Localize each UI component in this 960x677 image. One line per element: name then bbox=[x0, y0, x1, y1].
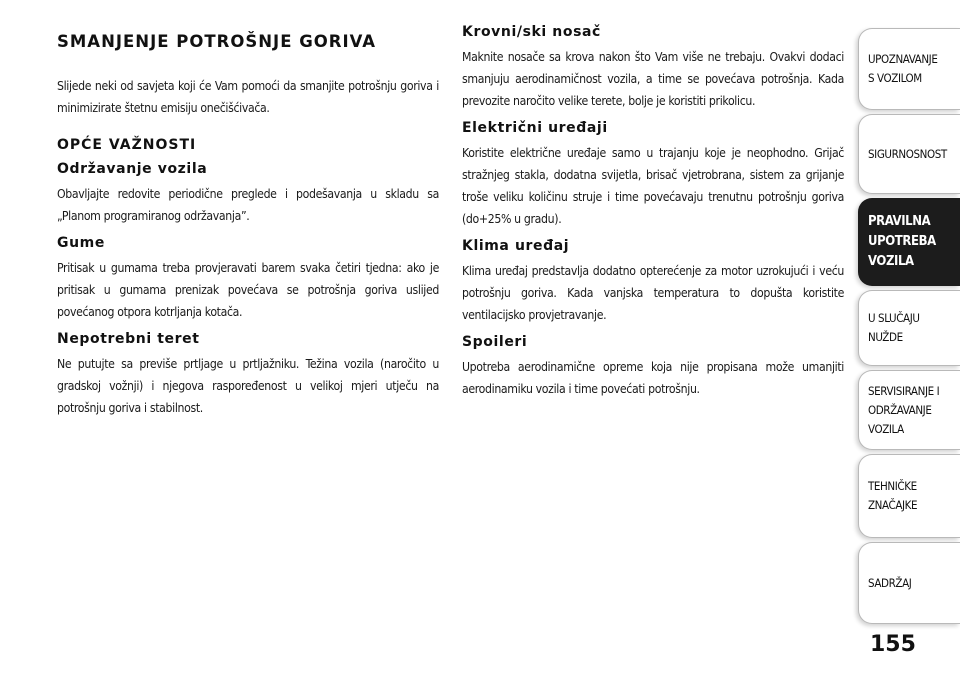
subheading: Spoileri bbox=[462, 334, 528, 350]
tab-upoznavanje[interactable] bbox=[858, 28, 960, 110]
left-item-maintenance bbox=[57, 161, 439, 227]
paragraph: Ne putujte sa previše prtljage u prtljažniku. Težina vozila (naročito u gradskoj vožnji) i njegova raspoređenost u velikoj mjeri utječu na potrošnju goriva i stabilnost. bbox=[57, 357, 439, 415]
paragraph: Klima uređaj predstavlja dodatno opterećenje za motor uzrokujući i veću potrošnju goriva. Kada vanjska temperatura to dopušta koristite ventilacijsko provjetravanje. bbox=[462, 264, 844, 322]
section-heading: OPĆE VAŽNOSTI bbox=[57, 137, 197, 153]
right-item-electrical bbox=[462, 120, 844, 230]
left-column bbox=[57, 24, 439, 427]
tab-label: U SLUČAJU NUŽDE bbox=[868, 311, 920, 344]
subheading: Električni uređaji bbox=[462, 120, 608, 136]
tab-tehnicke-znacajke[interactable] bbox=[858, 454, 960, 538]
page-title: SMANJENJE POTROŠNJE GORIVA bbox=[57, 32, 377, 51]
subheading: Krovni/ski nosač bbox=[462, 24, 601, 40]
right-column bbox=[462, 24, 844, 408]
tab-label: UPOZNAVANJE S VOZILOM bbox=[868, 52, 938, 85]
left-item-load bbox=[57, 331, 439, 419]
subheading: Nepotrebni teret bbox=[57, 331, 200, 347]
tab-u-slucaju-nuzde[interactable] bbox=[858, 290, 960, 366]
tab-label: SADRŽAJ bbox=[868, 575, 912, 590]
subheading: Održavanje vozila bbox=[57, 161, 208, 177]
subheading: Gume bbox=[57, 235, 105, 251]
right-item-climate bbox=[462, 238, 844, 326]
tab-sadrzaj[interactable] bbox=[858, 542, 960, 624]
tab-label: PRAVILNA UPOTREBA VOZILA bbox=[868, 214, 936, 269]
paragraph: Upotreba aerodinamične opreme koja nije propisana može umanjiti aerodinamiku vozila i time povećati potrošnju. bbox=[462, 360, 844, 396]
subheading: Klima uređaj bbox=[462, 238, 570, 254]
tab-label: TEHNIČKE ZNAČAJKE bbox=[868, 479, 918, 512]
tab-sigurnosnost[interactable] bbox=[858, 114, 960, 194]
paragraph: Maknite nosače sa krova nakon što Vam više ne trebaju. Ovakvi dodaci smanjuju aerodinamičnost vozila, a time se povećava potrošnja. Kada prevozite naročito velike terete, bolje je koristiti prikolicu. bbox=[462, 50, 844, 108]
paragraph: Obavljajte redovite periodične preglede i podešavanja u skladu sa „Planom programiranog održavanja”. bbox=[57, 187, 439, 223]
right-item-roof-rack bbox=[462, 24, 844, 112]
paragraph: Pritisak u gumama treba provjeravati barem svaka četiri tjedna: ako je pritisak u gumama prenizak povećava se potrošnja goriva uslijed povećanog otpora kotrljanja kotača. bbox=[57, 261, 439, 319]
right-item-spoilers bbox=[462, 334, 844, 400]
intro-paragraph: Slijede neki od savjeta koji će Vam pomoći da smanjite potrošnju goriva i minimizirate štetnu emisiju onečišćivača. bbox=[57, 79, 439, 115]
page-number: 155 bbox=[870, 632, 916, 657]
paragraph: Koristite električne uređaje samo u trajanju koje je neophodno. Grijač stražnjeg stakla, dodatna svijetla, brisač vjetrobrana, sistem za grijanje troše veliku količinu struje i time povećavaju trenutnu potrošnju goriva (do+25% u gradu). bbox=[462, 146, 844, 226]
left-item-tyres bbox=[57, 235, 439, 323]
tab-label: SIGURNOSNOST bbox=[868, 146, 947, 161]
tab-servisiranje[interactable] bbox=[858, 370, 960, 450]
tab-label: SERVISIRANJE I ODRŽAVANJE VOZILA bbox=[868, 383, 940, 436]
chapter-tabs bbox=[858, 0, 960, 677]
tab-pravilna-upotreba[interactable] bbox=[858, 198, 960, 286]
